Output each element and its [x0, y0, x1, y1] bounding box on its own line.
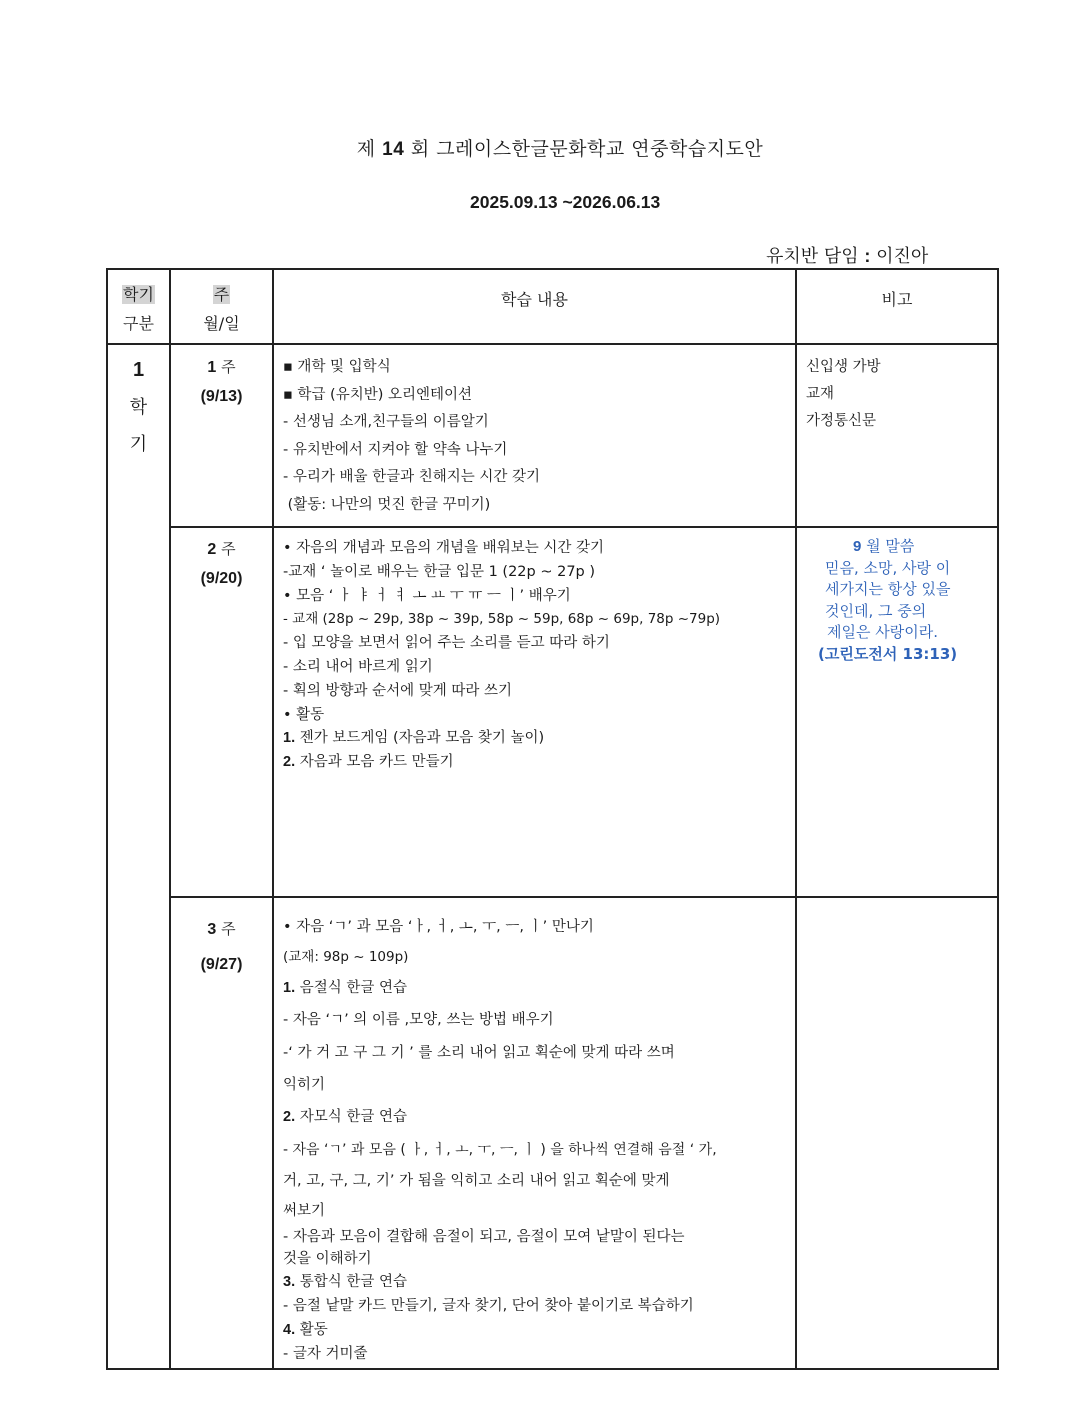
week-number: 3: [207, 921, 217, 938]
week-unit: 주: [221, 540, 236, 558]
week-unit: 주: [221, 358, 236, 376]
header-semester: [108, 280, 169, 338]
verse-heading: 월 말씀: [866, 537, 915, 555]
note-item: 교재: [806, 386, 835, 402]
content-line: • 자음 ‘ㄱ’ 과 모음 ‘ㅏ, ㅓ, ㅗ, ㅜ, ㅡ, ㅣ’ 만나기: [283, 919, 594, 935]
week-2-cell: [171, 535, 272, 593]
note-item: 가정통신문: [806, 413, 877, 429]
week-number: 2: [207, 541, 217, 558]
content-line: 익히기: [283, 1077, 326, 1093]
week-3-cell: [171, 912, 272, 982]
content-line: - 소리 내어 바르게 읽기: [283, 658, 433, 675]
semester-char2: 기: [129, 434, 148, 455]
content-line: • 활동: [283, 706, 325, 723]
document-title: [0, 134, 1088, 161]
content-line: -‘ 가 거 고 구 그 기 ’ 를 소리 내어 읽고 획순에 맞게 따라 쓰며: [283, 1045, 675, 1061]
content-line: (활동: 나만의 멋진 한글 꾸미기): [283, 496, 491, 513]
content-line: - 글자 거미줄: [283, 1346, 368, 1362]
week-date: (9/27): [200, 956, 243, 973]
verse-heading-number: 9: [853, 538, 862, 555]
content-line: 1. 젠가 보드게임 (자음과 모음 찾기 놀이): [283, 730, 545, 747]
content-line: - 자음과 모음이 결합해 음절이 되고, 음절이 모여 낱말이 된다는: [283, 1229, 685, 1245]
header-week-line1: 주: [213, 285, 230, 304]
content-heading: 1. 음절식 한글 연습: [283, 980, 407, 996]
content-line: • 자음의 개념과 모음의 개념을 배워보는 시간 갖기: [283, 540, 604, 556]
content-line: - 입 모양을 보면서 읽어 주는 소리를 듣고 따라 하기: [283, 635, 610, 652]
note-item: 신입생 가방: [806, 359, 881, 375]
verse-line: 제일은 사랑이라.: [827, 623, 938, 641]
header-content: 학습 내용: [501, 290, 568, 309]
content-line: - 음절 낱말 카드 만들기, 글자 찾기, 단어 찾아 붙이기로 복습하기: [283, 1298, 694, 1314]
semester-char1: 학: [129, 397, 148, 418]
content-line: 것을 이해하기: [283, 1251, 372, 1267]
content-heading: 4. 활동: [283, 1322, 328, 1338]
header-semester-line2: 구분: [123, 314, 154, 333]
title-number: 14: [382, 139, 405, 160]
week-date: (9/13): [200, 388, 243, 405]
content-line: ▪ 학급 (유치반) 오리엔테이션: [283, 386, 473, 403]
header-week: [171, 280, 272, 338]
column-divider: [795, 268, 797, 1370]
verse-line: 것인데, 그 중의: [825, 601, 927, 620]
content-line: - 선생님 소개,친구들의 이름알기: [283, 414, 489, 430]
teacher-info: [766, 242, 928, 268]
header-note: 비고: [881, 290, 913, 309]
teacher-label: 유치반 담임: [766, 246, 859, 267]
week-1-cell: [171, 353, 272, 411]
content-line: 2. 자음과 모음 카드 만들기: [283, 754, 454, 771]
week-1-notes: [806, 354, 996, 435]
content-line: - 우리가 배울 한글과 친해지는 시간 갖기: [283, 469, 540, 485]
content-heading: 3. 통합식 한글 연습: [283, 1274, 407, 1290]
semester-label: [108, 352, 169, 463]
content-line: - 교재 (28p ~ 29p, 38p ~ 39p, 58p ~ 59p, 68p ~ 69p, 78p ~79p): [283, 611, 721, 628]
title-suffix: 회 그레이스한글문화학교 연중학습지도안: [410, 138, 764, 160]
content-line: 써보기: [283, 1203, 326, 1219]
content-heading: 2. 자모식 한글 연습: [283, 1109, 407, 1125]
verse-line: 세가지는 항상 있을: [825, 580, 951, 598]
content-line: ▪ 개학 및 입학식: [283, 359, 391, 375]
period-dates: 2025.09.13 ~2026.06.13: [470, 192, 661, 212]
week-2-content: [283, 537, 793, 775]
week-3-content: [283, 912, 793, 1366]
content-line: - 자음 ‘ㄱ’ 과 모음 ( ㅏ, ㅓ, ㅗ, ㅜ, ㅡ, ㅣ ) 을 하나씩 연결해 음절 ‘ 가,: [283, 1142, 717, 1158]
header-semester-line1: 학기: [123, 285, 154, 304]
week-date: (9/20): [200, 570, 243, 587]
title-prefix: 제: [356, 138, 376, 160]
week-number: 1: [207, 359, 217, 376]
row-divider: [169, 896, 999, 898]
content-line: (교재: 98p ~ 109p): [283, 949, 409, 965]
content-line: - 자음 ‘ㄱ’ 의 이름 ,모양, 쓰는 방법 배우기: [283, 1012, 554, 1028]
teacher-name: 이진아: [876, 246, 929, 267]
content-line: - 획의 방향과 순서에 맞게 따라 쓰기: [283, 682, 512, 699]
monthly-verse: [818, 536, 996, 665]
content-line: 거, 고, 구, 그, 기’ 가 됨을 익히고 소리 내어 읽고 획순에 맞게: [283, 1173, 670, 1189]
content-line: • 모음 ‘ ㅏ ㅑ ㅓ ㅕ ㅗ ㅛ ㅜ ㅠ ㅡ ㅣ’ 배우기: [283, 587, 571, 604]
semester-number: 1: [132, 359, 145, 381]
header-divider: [106, 343, 999, 345]
week-1-content: [283, 354, 793, 519]
verse-reference: (고린도전서 13:13): [818, 644, 958, 663]
header-week-line2: 월/일: [203, 314, 240, 333]
teacher-separator: :: [864, 246, 871, 266]
content-line: - 유치반에서 지켜야 할 약속 나누기: [283, 441, 508, 458]
content-line: -교재 ‘ 놀이로 배우는 한글 입문 1 (22p ~ 27p ): [283, 563, 596, 580]
row-divider: [169, 526, 999, 528]
column-divider: [169, 268, 171, 1370]
verse-line: 믿음, 소망, 사랑 이: [825, 558, 951, 577]
week-unit: 주: [221, 920, 236, 938]
column-divider: [272, 268, 274, 1370]
